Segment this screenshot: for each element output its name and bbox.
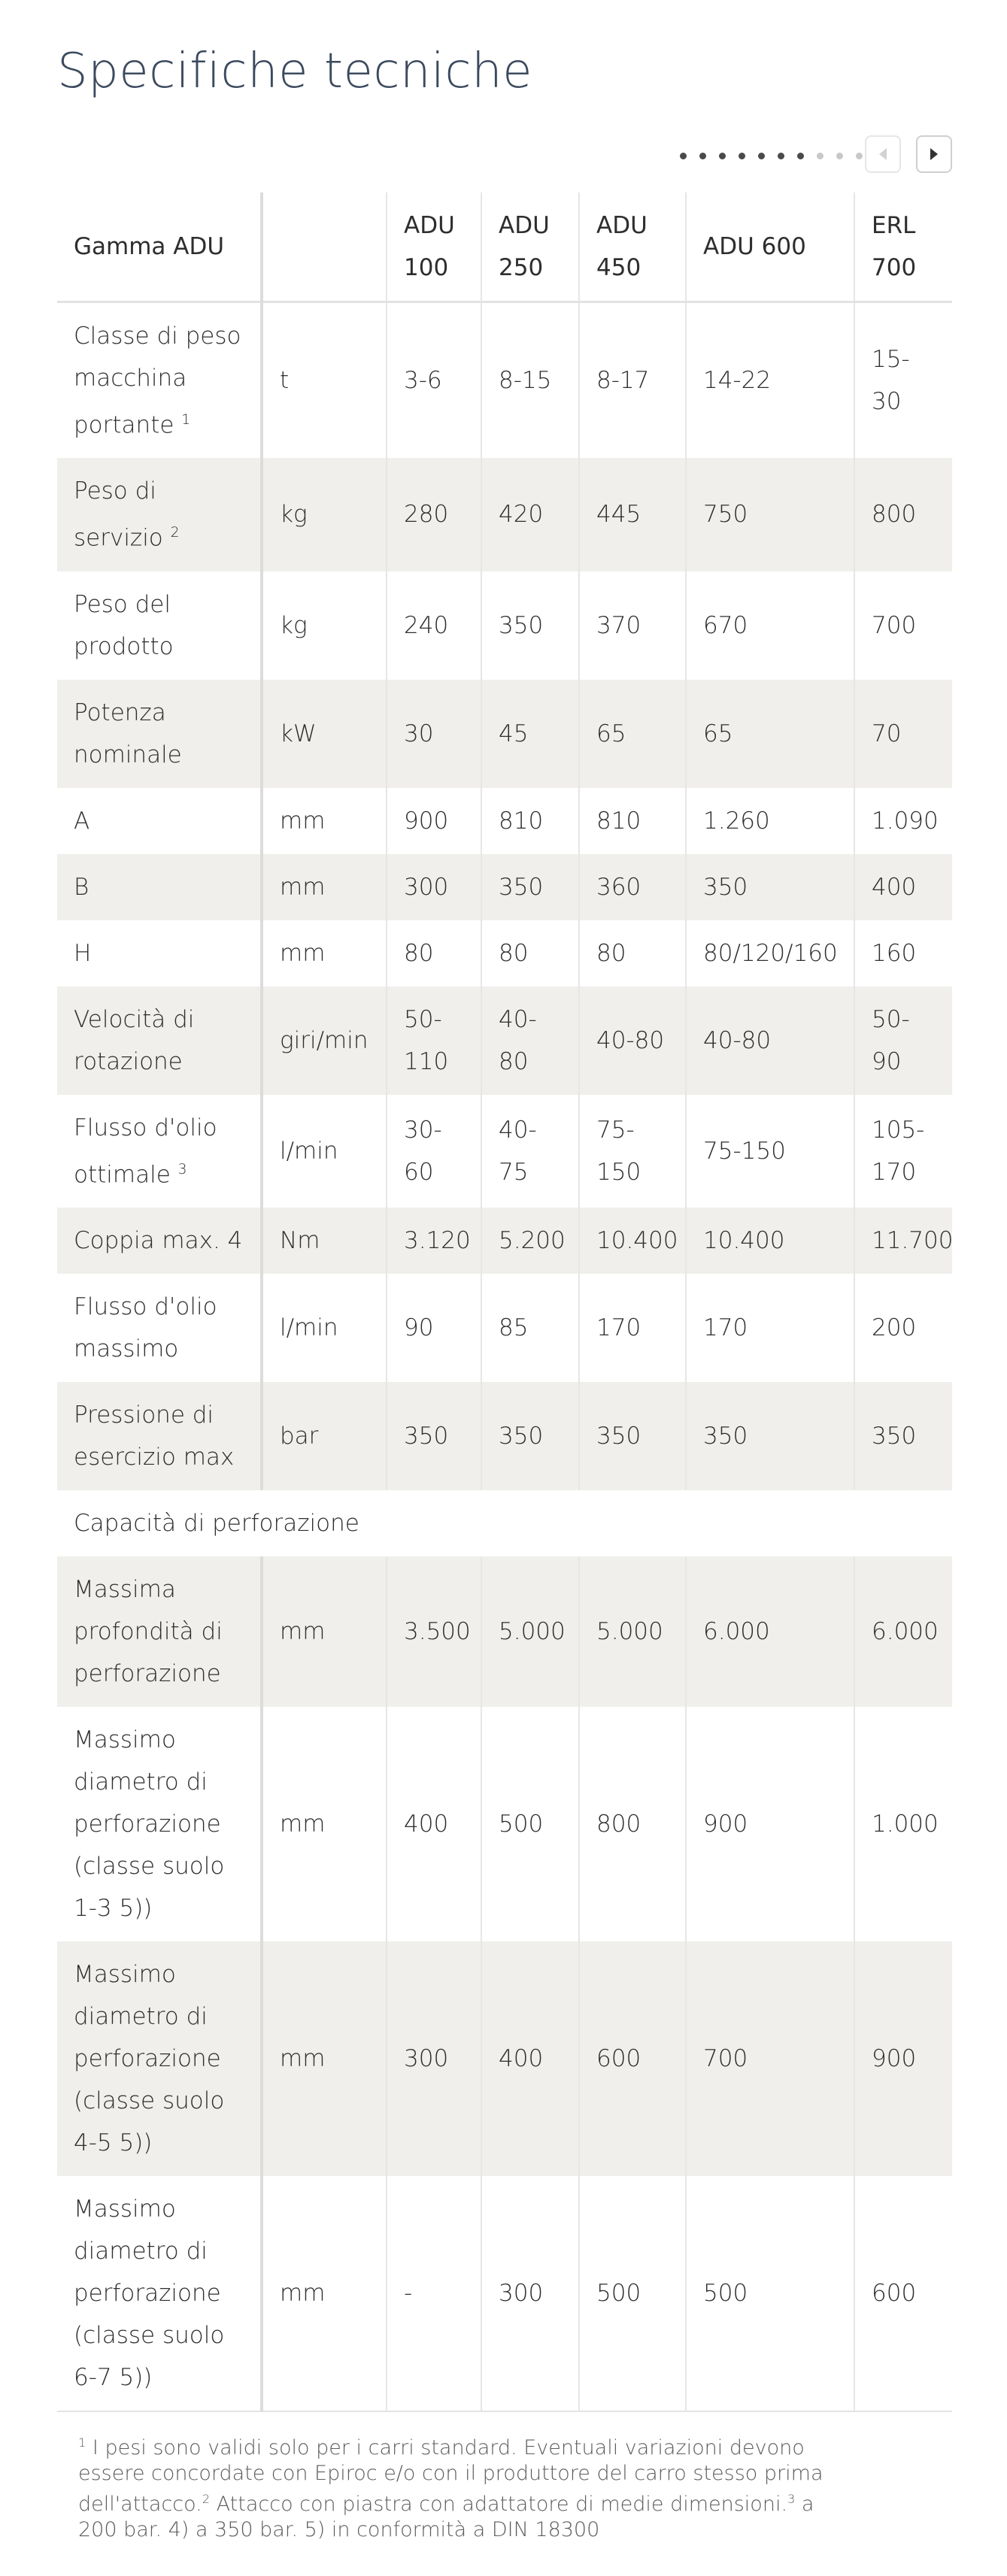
row-value	[686, 680, 854, 788]
row-value	[686, 571, 854, 680]
row-unit	[262, 920, 387, 986]
row-value-text: 500	[596, 2279, 642, 2307]
row-value-text: 5.000	[499, 1617, 566, 1645]
table-row	[57, 854, 952, 920]
row-value	[387, 2176, 481, 2411]
table-row	[57, 680, 952, 788]
row-value	[579, 920, 686, 986]
pagination-dot[interactable]	[699, 153, 706, 159]
row-value-text: 700	[703, 2044, 748, 2072]
row-unit	[262, 986, 387, 1095]
row-value	[579, 680, 686, 788]
row-value-text: 6.000	[703, 1617, 770, 1645]
row-unit-text: bar	[280, 1422, 319, 1450]
table-row	[57, 1941, 952, 2176]
row-value-text: 5.000	[596, 1617, 663, 1645]
row-unit-text: Nm	[280, 1226, 320, 1254]
row-value-text: 80	[404, 939, 434, 967]
row-unit	[262, 571, 387, 680]
footnote	[78, 2430, 845, 2543]
row-value-text: 170	[596, 1314, 642, 1341]
row-label	[57, 1274, 262, 1382]
row-value	[579, 1382, 686, 1490]
row-value	[854, 1941, 952, 2176]
row-label	[57, 1941, 262, 2176]
pagination-dot[interactable]	[836, 153, 843, 159]
row-value	[854, 1707, 952, 1941]
row-value	[481, 458, 579, 571]
row-value	[387, 920, 481, 986]
row-value	[686, 1274, 854, 1382]
row-value	[854, 2176, 952, 2411]
row-value	[387, 458, 481, 571]
row-value-text: 670	[703, 611, 748, 639]
row-value	[481, 302, 579, 459]
row-value	[579, 302, 686, 459]
row-label-text: Coppia max. 4	[74, 1226, 243, 1254]
row-value-text: 350	[703, 873, 748, 901]
row-value-text: 400	[499, 2044, 544, 2072]
row-label	[57, 2176, 262, 2411]
row-unit-text: kg	[280, 501, 308, 529]
row-label	[57, 1095, 262, 1208]
row-value-text: 370	[596, 611, 642, 639]
previous-button[interactable]	[865, 135, 901, 173]
row-value	[686, 920, 854, 986]
footnote-ref: 3	[177, 1161, 187, 1177]
row-value	[579, 1941, 686, 2176]
row-value	[686, 854, 854, 920]
row-value-text: 350	[596, 1422, 642, 1450]
row-label	[57, 1382, 262, 1490]
row-value	[686, 1556, 854, 1707]
row-value-text: 70	[872, 720, 902, 747]
row-value-text: 280	[404, 501, 449, 529]
row-value-text: 80	[596, 939, 626, 967]
row-label	[57, 788, 262, 854]
table-row	[57, 1556, 952, 1707]
row-value	[481, 571, 579, 680]
pagination-dot[interactable]	[817, 153, 823, 159]
row-value	[481, 1095, 579, 1208]
pagination-dot[interactable]	[758, 153, 765, 159]
row-value-text: 90	[404, 1314, 434, 1341]
row-value-text: 350	[499, 611, 544, 639]
row-unit-text: mm	[280, 2044, 326, 2072]
row-unit	[262, 854, 387, 920]
row-value	[579, 571, 686, 680]
row-value	[387, 854, 481, 920]
row-unit	[262, 1707, 387, 1941]
row-value-text: 200	[872, 1314, 917, 1341]
row-value	[686, 1382, 854, 1490]
row-label	[57, 302, 262, 459]
row-value	[387, 1941, 481, 2176]
row-value	[854, 1208, 952, 1274]
section-title: Capacità di perforazione	[74, 1509, 359, 1537]
row-value-text: 350	[872, 1422, 917, 1450]
row-value-text: 11.700	[872, 1226, 954, 1254]
footnote-sup-3: 3	[787, 2492, 796, 2506]
row-value-text: 10.400	[703, 1226, 785, 1254]
row-value	[387, 1274, 481, 1382]
row-unit-text: kW	[280, 720, 317, 747]
row-value-text: 65	[703, 720, 733, 747]
row-value	[481, 1382, 579, 1490]
row-label	[57, 1707, 262, 1941]
footnote-text-2: Attacco con piastra con adattatore di medie dimensioni.	[210, 2493, 788, 2516]
row-value-text: 300	[404, 2044, 449, 2072]
row-value	[854, 986, 952, 1095]
row-value	[481, 1707, 579, 1941]
chevron-left-icon	[879, 148, 887, 160]
row-value	[387, 1208, 481, 1274]
table-row	[57, 1208, 952, 1274]
footnote-ref: 1	[181, 412, 191, 428]
row-unit-text: mm	[280, 1617, 326, 1645]
row-value	[579, 788, 686, 854]
column-header: ADU 600	[686, 192, 854, 302]
column-header: Gamma ADU	[74, 233, 225, 260]
row-value-text: 420	[499, 501, 544, 529]
column-header	[262, 192, 387, 302]
row-value	[387, 1382, 481, 1490]
row-value-text: 6.000	[872, 1617, 939, 1645]
row-value-text: 500	[703, 2279, 748, 2307]
footnote-ref: 2	[170, 525, 180, 541]
table-row	[57, 986, 952, 1095]
row-value	[481, 680, 579, 788]
row-value	[686, 458, 854, 571]
row-label	[57, 571, 262, 680]
row-unit-text: kg	[280, 611, 308, 639]
row-value-text: 40-80	[703, 1026, 772, 1054]
row-value	[387, 571, 481, 680]
table-row	[57, 458, 952, 571]
row-unit	[262, 1382, 387, 1490]
row-value-text: 800	[872, 501, 917, 529]
row-value	[387, 986, 481, 1095]
row-value-text: 40-75	[499, 1116, 537, 1186]
row-value-text: 400	[872, 873, 917, 901]
carousel-pagination	[680, 153, 869, 159]
row-unit-text: t	[280, 367, 290, 395]
row-unit	[262, 1095, 387, 1208]
row-label-text: Massimo diametro di perforazione (classe suolo 1-3 5))	[74, 1726, 225, 1922]
row-value	[387, 788, 481, 854]
row-label-text: Flusso d'olio massimo	[74, 1293, 217, 1362]
row-value-text: 1.090	[872, 807, 939, 835]
row-unit	[262, 680, 387, 788]
row-value-text: 15-30	[872, 346, 910, 416]
row-value	[579, 2176, 686, 2411]
footnote-text-1: I pesi sono validi solo per i carri standard. Eventuali variazioni devono essere concordate con Epiroc e/o con il produttore del carro stesso prima dell'attacco.	[78, 2436, 823, 2516]
row-value-text: 14-22	[703, 367, 772, 395]
row-value	[579, 854, 686, 920]
row-label-text: H	[74, 939, 92, 967]
row-value-text: 600	[872, 2279, 917, 2307]
row-unit-text: mm	[280, 939, 326, 967]
row-value-text: -	[404, 2279, 413, 2307]
row-value	[579, 1095, 686, 1208]
footnote-text-3: a 200 bar. 4) a 350 bar. 5) in conformità a DIN 18300	[78, 2493, 814, 2541]
row-unit	[262, 788, 387, 854]
row-value	[854, 458, 952, 571]
row-value	[579, 1556, 686, 1707]
row-value	[854, 920, 952, 986]
row-value-text: 750	[703, 501, 748, 529]
row-value	[854, 788, 952, 854]
row-value-text: 350	[404, 1422, 449, 1450]
row-unit	[262, 1941, 387, 2176]
row-value-text: 30	[404, 720, 434, 747]
row-unit	[262, 1556, 387, 1707]
row-value	[686, 302, 854, 459]
row-label	[57, 458, 262, 571]
row-unit-text: l/min	[280, 1137, 338, 1165]
row-label-text: A	[74, 807, 90, 835]
column-header: ADU 100	[387, 192, 481, 302]
row-value	[686, 1707, 854, 1941]
row-value-text: 65	[596, 720, 626, 747]
row-unit	[262, 1208, 387, 1274]
row-label	[57, 1556, 262, 1707]
row-label-text: B	[74, 873, 89, 901]
row-value-text: 160	[872, 939, 917, 967]
table-row	[57, 571, 952, 680]
row-value-text: 700	[872, 611, 917, 639]
row-value-text: 810	[596, 807, 642, 835]
row-value	[481, 788, 579, 854]
row-value	[481, 920, 579, 986]
row-value-text: 80	[499, 939, 529, 967]
table-header-row	[57, 192, 952, 302]
page-title: Specifiche tecniche	[57, 44, 532, 99]
table-row	[57, 920, 952, 986]
footnote-sup-2: 2	[202, 2492, 211, 2506]
table-row	[57, 1274, 952, 1382]
row-value-text: 350	[499, 1422, 544, 1450]
row-unit-text: giri/min	[280, 1026, 369, 1054]
row-unit-text: mm	[280, 1810, 326, 1838]
row-value	[481, 1208, 579, 1274]
row-unit-text: l/min	[280, 1314, 338, 1341]
row-value-text: 45	[499, 720, 529, 747]
row-value	[387, 1707, 481, 1941]
column-header: ADU 250	[481, 192, 579, 302]
row-value-text: 80/120/160	[703, 939, 838, 967]
pagination-dot[interactable]	[719, 153, 726, 159]
row-value-text: 900	[703, 1810, 748, 1838]
row-value-text: 40-80	[596, 1026, 665, 1054]
row-unit-text: mm	[280, 873, 326, 901]
row-value	[686, 1095, 854, 1208]
row-value-text: 445	[596, 501, 642, 529]
row-value	[579, 1707, 686, 1941]
row-value-text: 900	[872, 2044, 917, 2072]
row-value-text: 10.400	[596, 1226, 678, 1254]
row-value	[579, 1208, 686, 1274]
pagination-dot[interactable]	[739, 153, 745, 159]
row-label	[57, 854, 262, 920]
next-button[interactable]	[916, 135, 952, 173]
row-value-text: 5.200	[499, 1226, 566, 1254]
row-value	[854, 571, 952, 680]
row-unit	[262, 1274, 387, 1382]
row-value-text: 1.260	[703, 807, 770, 835]
row-value-text: 50-90	[872, 1005, 910, 1075]
row-value	[854, 1382, 952, 1490]
row-value	[686, 1941, 854, 2176]
row-value	[854, 680, 952, 788]
row-value	[481, 1941, 579, 2176]
row-value	[854, 1095, 952, 1208]
row-value	[686, 788, 854, 854]
row-value	[481, 1274, 579, 1382]
row-value-text: 350	[499, 873, 544, 901]
row-value-text: 3.120	[404, 1226, 471, 1254]
row-value-text: 85	[499, 1314, 529, 1341]
row-label-text: Potenza nominale	[74, 699, 182, 768]
row-value-text: 75-150	[596, 1116, 642, 1186]
row-label-text: Massimo diametro di perforazione (classe suolo 4-5 5))	[74, 1960, 225, 2156]
row-label	[57, 920, 262, 986]
table-row	[57, 302, 952, 459]
row-value	[686, 986, 854, 1095]
row-value-text: 105-170	[872, 1116, 925, 1186]
pagination-dot[interactable]	[680, 153, 687, 159]
row-value	[481, 1556, 579, 1707]
row-value	[579, 458, 686, 571]
row-label-text: Pressione di esercizio max	[74, 1401, 235, 1471]
row-value-text: 500	[499, 1810, 544, 1838]
row-value-text: 600	[596, 2044, 642, 2072]
row-value	[686, 2176, 854, 2411]
row-value	[686, 1208, 854, 1274]
row-value	[481, 2176, 579, 2411]
row-label-text: Peso di servizio	[74, 477, 163, 552]
row-value-text: 810	[499, 807, 544, 835]
row-label-text: Flusso d'olio ottimale	[74, 1114, 217, 1188]
row-label-text: Massimo diametro di perforazione (classe suolo 6-7 5))	[74, 2195, 225, 2391]
row-unit-text: mm	[280, 807, 326, 835]
row-value	[854, 302, 952, 459]
table-row	[57, 1382, 952, 1490]
table-row	[57, 788, 952, 854]
row-value-text: 240	[404, 611, 449, 639]
row-value-text: 300	[404, 873, 449, 901]
row-value-text: 3.500	[404, 1617, 471, 1645]
row-value-text: 900	[404, 807, 449, 835]
row-value-text: 8-17	[596, 367, 650, 395]
row-value-text: 1.000	[872, 1810, 939, 1838]
footnote-sup-1: 1	[78, 2435, 86, 2450]
row-unit	[262, 2176, 387, 2411]
row-label	[57, 680, 262, 788]
row-unit	[262, 458, 387, 571]
row-label-text: Massima profondità di perforazione	[74, 1575, 223, 1687]
row-value	[579, 986, 686, 1095]
chevron-right-icon	[930, 148, 938, 160]
row-label	[57, 986, 262, 1095]
pagination-dot[interactable]	[797, 153, 804, 159]
row-label-text: Peso del prodotto	[74, 590, 174, 660]
row-value	[854, 1556, 952, 1707]
row-value	[387, 680, 481, 788]
column-header: ERL 700	[854, 192, 952, 302]
row-value-text: 50-110	[404, 1005, 449, 1075]
row-value-text: 30-60	[404, 1116, 442, 1186]
row-value	[387, 302, 481, 459]
row-value-text: 360	[596, 873, 642, 901]
table-row	[57, 1707, 952, 1941]
row-value-text: 800	[596, 1810, 642, 1838]
row-value-text: 75-150	[703, 1137, 786, 1165]
row-label-text: Classe di peso macchina portante	[74, 323, 241, 439]
row-label-text: Velocità di rotazione	[74, 1005, 195, 1075]
row-value-text: 350	[703, 1422, 748, 1450]
row-value	[387, 1095, 481, 1208]
table-row	[57, 2176, 952, 2411]
row-value	[481, 986, 579, 1095]
row-value-text: 300	[499, 2279, 544, 2307]
row-value	[481, 854, 579, 920]
column-header: ADU 450	[579, 192, 686, 302]
row-unit	[262, 302, 387, 459]
row-value-text: 8-15	[499, 367, 552, 395]
pagination-dot[interactable]	[778, 153, 784, 159]
specs-table	[57, 192, 952, 2412]
row-unit-text: mm	[280, 2279, 326, 2307]
row-value-text: 400	[404, 1810, 449, 1838]
row-value-text: 170	[703, 1314, 748, 1341]
row-value-text: 3-6	[404, 367, 442, 395]
row-value	[854, 854, 952, 920]
row-value	[579, 1274, 686, 1382]
row-label	[57, 1208, 262, 1274]
table-row	[57, 1095, 952, 1208]
row-value	[854, 1274, 952, 1382]
section-row	[57, 1490, 952, 1556]
pagination-dot[interactable]	[856, 153, 863, 159]
row-value	[387, 1556, 481, 1707]
row-value-text: 40-80	[499, 1005, 537, 1075]
